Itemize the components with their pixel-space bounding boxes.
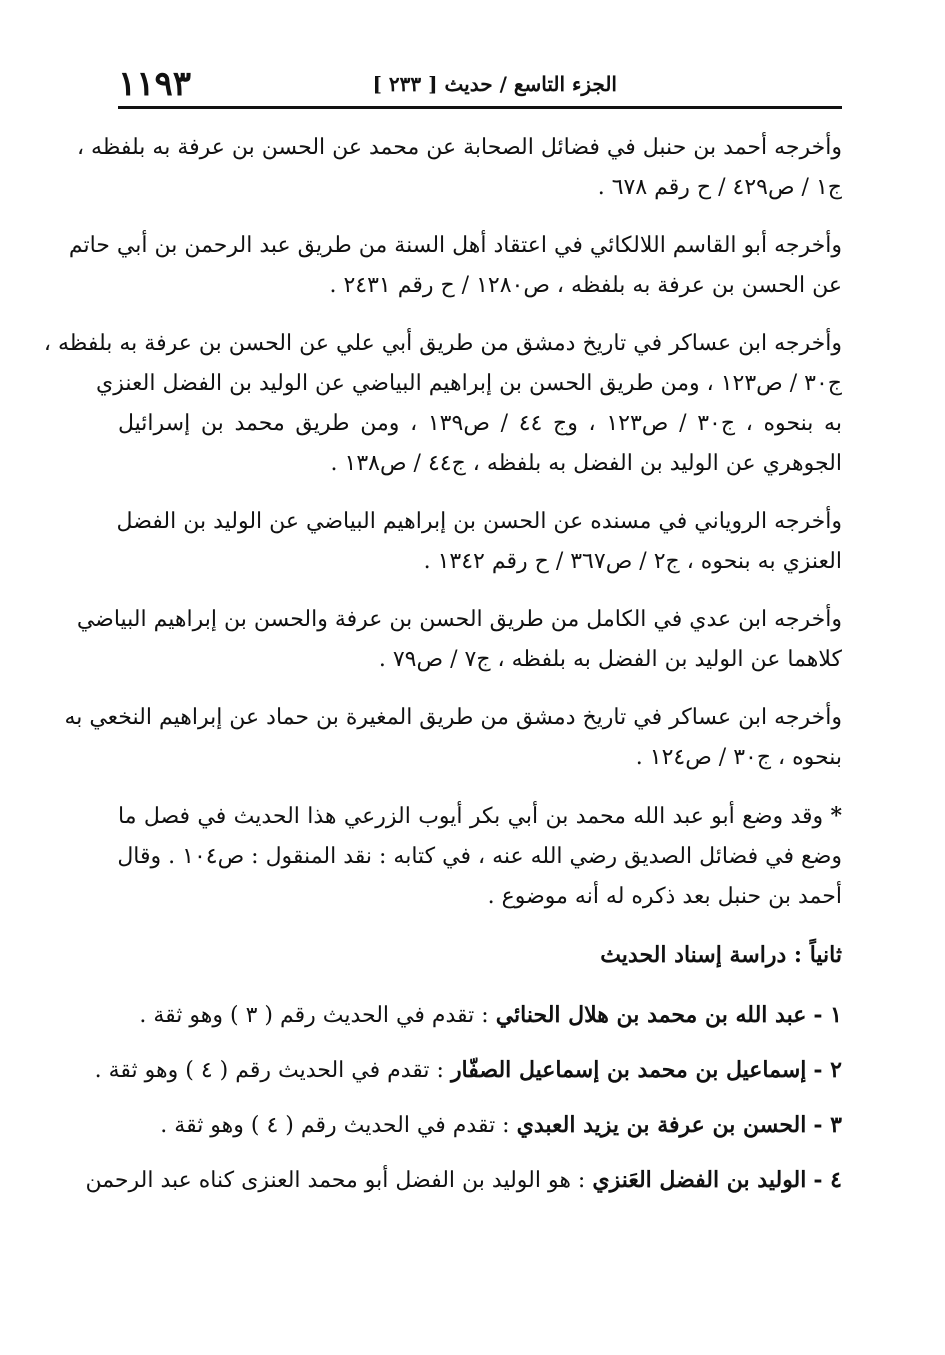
text-line: وأخرجه أحمد بن حنبل في فضائل الصحابة عن محمد عن الحسن بن عرفة به بلفظه ، — [76, 135, 842, 160]
narrator-name: الوليد بن الفضل العَنزي — [592, 1167, 807, 1193]
paragraph-4 — [118, 502, 842, 582]
text-line: وأخرجه ابن عساكر في تاريخ دمشق من طريق المغيرة بن حماد عن إبراهيم النخعي به — [64, 705, 842, 730]
note-paragraph — [118, 796, 842, 917]
narrator-item — [118, 1105, 842, 1146]
narrator-item — [94, 1050, 842, 1091]
narrator-number: ٤ - — [813, 1167, 842, 1193]
narrator-number: ١ - — [813, 1002, 842, 1028]
text-line — [118, 796, 842, 837]
page-number: ١١٩٣ — [118, 64, 192, 104]
section-heading: ثانياً : دراسة إسناد الحديث — [600, 942, 842, 968]
page-body — [43, 128, 843, 1215]
narrator-name: إسماعيل بن محمد بن إسماعيل الصفّار — [450, 1057, 807, 1083]
page-header — [118, 62, 842, 106]
paragraph-6 — [64, 698, 842, 778]
narrator-item — [85, 1160, 842, 1201]
running-title: الجزء التاسع / حديث [ ٢٣٣ ] — [372, 72, 617, 96]
paragraph-1 — [76, 128, 842, 208]
paragraph-5 — [76, 600, 842, 680]
text-line: وأخرجه الروياني في مسنده عن الحسن بن إبراهيم البياضي عن الوليد بن الفضل — [116, 509, 842, 534]
narrator-item — [118, 995, 842, 1036]
narrator-name: الحسن بن عرفة بن يزيد العبدي — [516, 1112, 807, 1138]
text-line: بنحوه ، ج٣٠ / ص١٢٤ . — [635, 745, 842, 770]
narrator-name: عبد الله بن محمد بن هلال الحنائي — [495, 1002, 807, 1028]
text-line: وأخرجه ابن عساكر في تاريخ دمشق من طريق أبي علي عن الحسن بن عرفة به بلفظه ، — [43, 331, 842, 356]
text-line: وأخرجه أبو القاسم اللالكائي في اعتقاد أهل السنة من طريق عبد الرحمن بن أبي حاتم — [68, 233, 842, 258]
note-line-text: وقد وضع أبو عبد الله محمد بن أبي بكر أيوب الزرعي هذا الحديث في فصل ما — [118, 804, 824, 829]
paragraph-2 — [68, 226, 842, 306]
text-line: كلاهما عن الوليد بن الفضل به بلفظه ، ج٧ / ص٧٩ . — [378, 647, 842, 672]
asterisk-marker: * — [830, 803, 843, 829]
text-line: به بنحوه ، ج٣٠ / ص١٢٣ ، وج ٤٤ / ص١٣٩ ، ومن طريق محمد بن إسرائيل — [118, 411, 842, 436]
narrator-text: : هو الوليد بن الفضل أبو محمد العنزى كناه عبد الرحمن — [85, 1168, 593, 1193]
narrator-number: ٢ - — [813, 1057, 842, 1083]
text-line: العنزي به بنحوه ، ج٢ / ص٣٦٧ / ح رقم ١٣٤٢ . — [423, 549, 842, 574]
narrator-text: : تقدم في الحديث رقم ( ٤ ) وهو ثقة . — [160, 1113, 517, 1138]
text-line: ج١ / ص٤٢٩ / ح رقم ٦٧٨ . — [597, 175, 842, 200]
text-line: وضع في فضائل الصديق رضي الله عنه ، في كتابه : نقد المنقول : ص١٠٤ . وقال — [117, 844, 842, 869]
header-rule — [118, 106, 842, 109]
text-line: وأخرجه ابن عدي في الكامل من طريق الحسن بن عرفة والحسن بن إبراهيم البياضي — [76, 607, 842, 632]
text-line: الجوهري عن الوليد بن الفضل به بلفظه ، ج٤٤ / ص١٣٨ . — [330, 451, 842, 476]
text-line: ج٣٠ / ص١٢٣ ، ومن طريق الحسن بن إبراهيم البياضي عن الوليد بن الفضل العنزي — [96, 371, 842, 396]
text-line: عن الحسن بن عرفة به بلفظه ، ص١٢٨٠ / ح رقم ٢٤٣١ . — [329, 273, 842, 298]
paragraph-3 — [43, 324, 842, 484]
narrator-text: : تقدم في الحديث رقم ( ٤ ) وهو ثقة . — [94, 1058, 451, 1083]
text-line: أحمد بن حنبل بعد ذكره له أنه موضوع . — [487, 884, 842, 909]
narrator-text: : تقدم في الحديث رقم ( ٣ ) وهو ثقة . — [139, 1003, 496, 1028]
narrator-number: ٣ - — [813, 1112, 842, 1138]
